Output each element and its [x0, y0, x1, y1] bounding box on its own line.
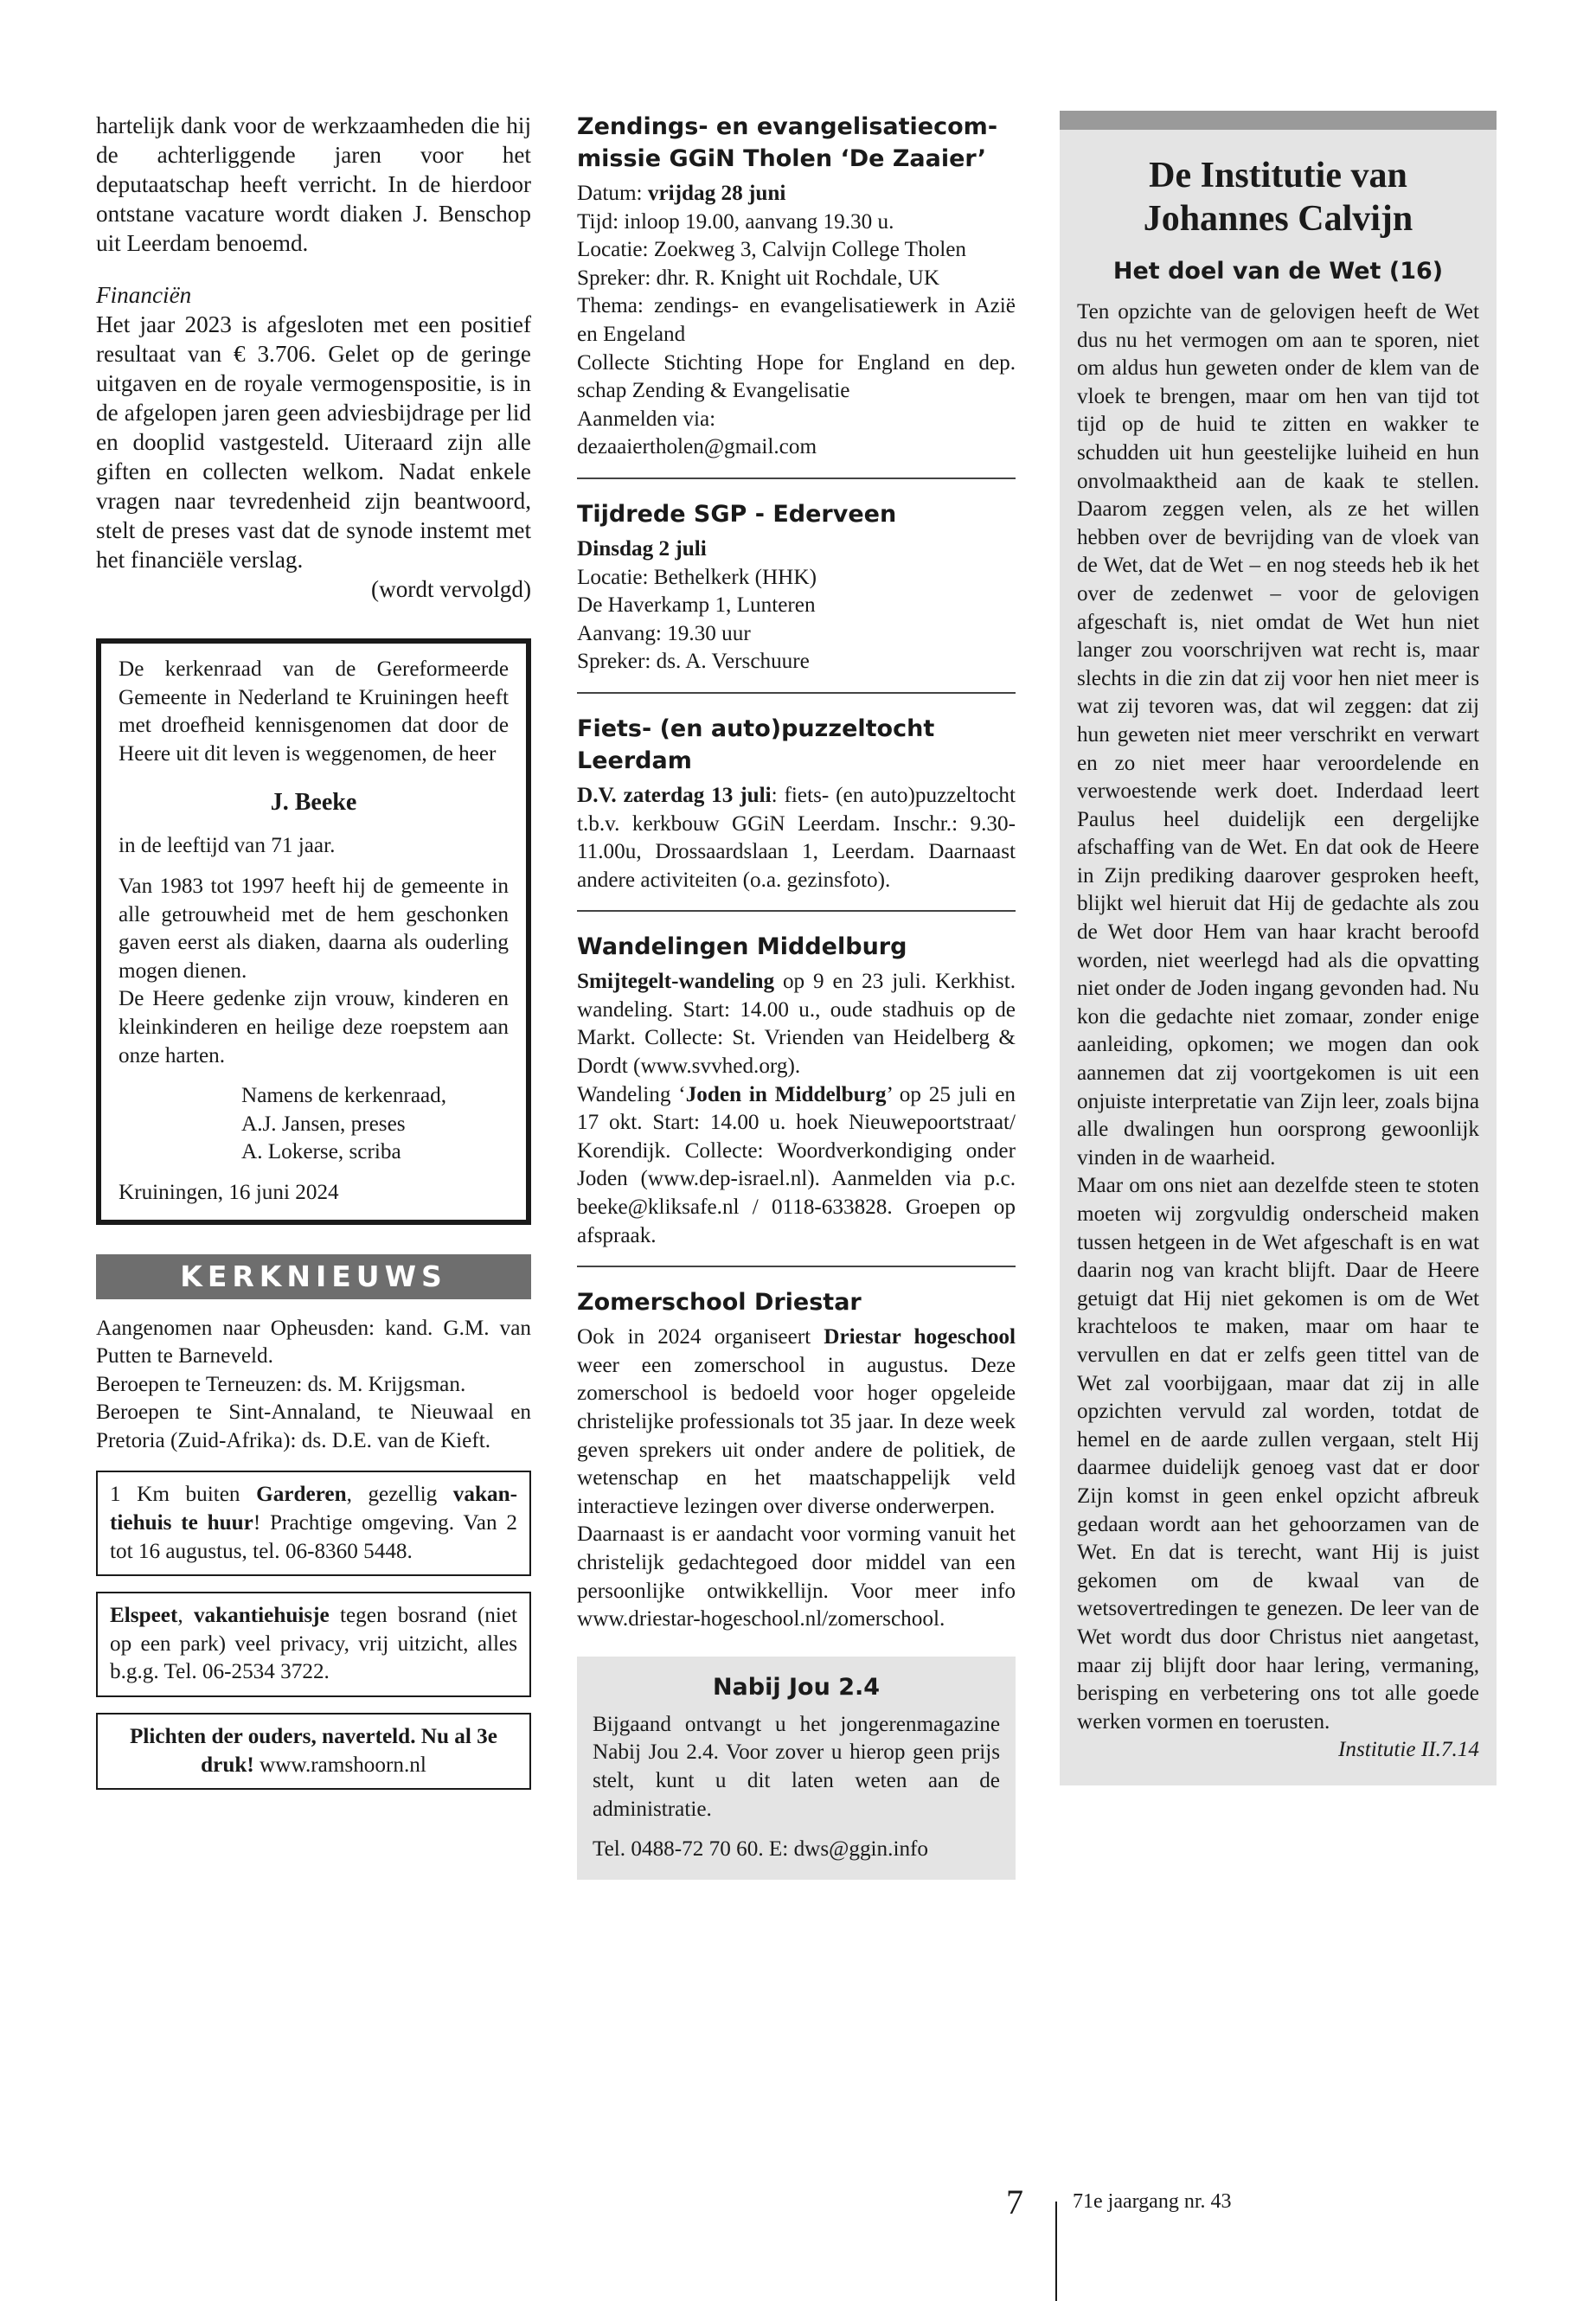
kerknieuws-header: KERKNIEUWS [96, 1254, 531, 1299]
zomer-title: Zomerschool Driestar [577, 1289, 862, 1317]
ad-elspeet-place: Elspeet [110, 1604, 178, 1628]
footer-divider [1055, 2202, 1057, 2301]
signature-line-1: Namens de kerkenraad, [241, 1084, 447, 1108]
column-middle [577, 111, 1016, 1880]
ad-ramshoorn-url: www.ramshoorn.nl [253, 1753, 426, 1777]
nabij-contact: Tel. 0488-72 70 60. E: dws@ggin.info [593, 1837, 929, 1862]
mourning-notice [96, 638, 531, 1225]
nabij-text: Bijgaand ontvangt u het jongerenmagazine Nabij Jou 2.4. Voor zover u hierop geen prijs stelt, kunt u dit laten weten aan de administratie. [593, 1712, 1000, 1821]
zomer-school: Driestar hogeschool [824, 1325, 1016, 1349]
sgp-location: Locatie: Bethelkerk (HHK) [577, 565, 817, 589]
zaaier-location: Locatie: Zoekweg 3, Calvijn College Tholen [577, 238, 966, 262]
event-zomerschool [577, 1286, 1016, 1634]
mourning-service: Van 1983 tot 1997 heeft hij de gemeente in alle getrouwheid met de hem geschonken gaven eerst als diaken, daarna als ouderling mogen dienen. [119, 874, 509, 983]
divider [577, 910, 1016, 912]
institutie-paragraph-1: Ten opzichte van de gelovigen heeft de Wet dus nu het vermogen om aan te sporen, niet om aldus hun geweten onder de klem van de vloek te brengen, maar om hen van tijd tot tijd op de huid te zitten en wakker te schudden uit hun geestelijke luiheid en hun onvolmaaktheid aan de kaak te stellen. Daarom zeggen velen, als ze het willen hebben over de bevrijding van de vloek van de Wet, dat de Wet – en nog steeds heb ik het over de zedenwet – voor de gelovigen afgeschaft is, niet omdat de Wet hun niet langer zou voorschrijven wat recht is, maar slechts in die zin dat zij voor hen niet meer is wat zij tevoren was, dat wil zeggen: dat zij hun geweten niet meer verschrikt en verwart en zo niet meer haar veroordelende en verwoestende werk doet. Inderdaad leert Paulus heel duidelijk een dergelijke afschaffing van de Wet. En dat ook de Heere in Zijn prediking daarover gesproken heeft, blijkt wel hieruit dat Hij de gedachte als zou de Wet door Hem van haar kracht beroofd worden, niet weerlegd had als die opvatting niet onder de Joden ingang gevonden had. Nu kon die gedachte niet zomaar, zonder enige aanleiding, opkomen; we mogen dan ook aannemen dat zij voortgekomen is uit een onjuiste interpretatie van Zijn leer, zoals bijna alle dwalingen hun oorsprong gewoonlijk vinden in de waarheid. [1077, 300, 1479, 1170]
zomer-text-3: Daarnaast is er aandacht voor vorming vanuit het christelijk gedachtegoed door middel van een persoonlijke ontwikkellijn. Voor meer info www.driestar-hogeschool.nl/zomerschool. [577, 1522, 1016, 1631]
page-number: 7 [1006, 2182, 1023, 2221]
institutie-source: Institutie II.7.14 [1338, 1738, 1479, 1762]
puzzel-text: : fiets- (en auto)puzzeltocht t.b.v. kerkbouw GGiN Leerdam. Inschr.: 9.30-11.00u, Drossaardslaan 1, Leerdam. Daarnaast andere activiteiten (o.a. gezinsfoto). [577, 783, 1016, 892]
sgp-start: Aanvang: 19.30 uur [577, 621, 751, 645]
nabij-jou-box [577, 1657, 1016, 1880]
ad-ramshoorn-title: Plichten der ouders, naverteld. Nu al 3e druk! [130, 1725, 497, 1777]
ad-elspeet [96, 1592, 531, 1697]
event-zaaier [577, 111, 1016, 462]
ad-garderen-text-a: 1 Km buiten [110, 1483, 257, 1507]
event-sgp [577, 498, 1016, 676]
kerknieuws-item-2: Beroepen te Terneuzen: ds. M. Krijgsman. [96, 1372, 466, 1396]
zaaier-email: dezaaiertholen@gmail.com [577, 435, 817, 459]
divider [577, 692, 1016, 694]
financien-paragraph: Het jaar 2023 is afgesloten met een positief resultaat van € 3.706. Gelet op de geringe uitgaven en de royale vermogenspositie, is in de afgelopen jaren geen adviesbijdrage per lid en dooplid vastgesteld. Uiteraard zijn alle giften en collecten welkom. Nadat enkele vragen naar tevredenheid zijn beantwoord, stelt de preses vast dat de synode instemt met het financiële verslag. [96, 311, 531, 573]
ad-ramshoorn [96, 1713, 531, 1790]
institutie-box [1060, 130, 1497, 1785]
wandel-text-1: op 9 en 23 juli. Kerkhist. wandeling. Start: 14.00 u., oude stadhuis op de Markt. Collecte: St. Vrienden van Heidelberg & Dordt (www.svvhed.org). [577, 970, 1016, 1079]
signature-line-3: A. Lokerse, scriba [241, 1140, 401, 1164]
kerknieuws-item-3: Beroepen te Sint-Annaland, te Nieuwaal en Pretoria (Zuid-Afrika): ds. D.E. van de Kieft. [96, 1400, 531, 1452]
wandel-text-2a: Wandeling ‘ [577, 1082, 686, 1106]
wandel-title: Wandelingen Middelburg [577, 933, 907, 961]
wandel-text-2b: ’ op 25 juli en 17 okt. Start: 14.00 u. hoek Nieuwepoortstraat/ Korendijk. Collecte: Woordverkondiging onder Joden (www.dep-israel.nl). Aanmelden via p.c. beeke@kliksafe.nl / 0118-633828. Groepen op afspraak. [577, 1082, 1016, 1247]
zaaier-date: vrijdag 28 juni [647, 182, 786, 205]
column-right [1060, 111, 1497, 1785]
signature-line-2: A.J. Jansen, preses [241, 1112, 406, 1136]
sgp-date: Dinsdag 2 juli [577, 536, 707, 561]
puzzel-title: Fiets- (en auto)puzzeltocht Leerdam [577, 715, 935, 774]
kerknieuws-item-1: Aangenomen naar Opheusden: kand. G.M. van Putten te Barneveld. [96, 1316, 531, 1368]
ad-garderen-details: ! Prachtige omgeving. Van 2 tot 16 augustus, tel. 06-8360 5448. [110, 1511, 517, 1563]
institutie-paragraph-2: Maar om ons niet aan dezelfde steen te stoten moeten wij zorgvuldig onderscheid maken tussen hetgeen in de Wet afgeschaft is en wat daarin nog van kracht blijft. Daar de Heere getuigt dat Hij niet gekomen is om de Wet krachteloos te maken, maar om haar te vervullen en dat er zelfs geen tittel van de Wet zal voorbijgaan, maar dat zij in alle opzichten vervuld zal worden, totdat de hemel en de aarde zullen vergaan, stelt Hij daarmee duidelijk genoeg vast dat er door Zijn komst in geen enkel opzicht afbreuk gedaan wordt aan het gehoorzamen van de Wet. En dat is terecht, want Hij is juist gekomen om de kwaal van de wetsovertredingen te genezen. De leer van de Wet wordt dus door Christus niet aangetast, maar zij blijft door haar lering, vermaning, berisping en verbetering ons tot alle goede werken vormen en toerusten. [1077, 1174, 1479, 1734]
divider [577, 478, 1016, 479]
ad-elspeet-sep: , [177, 1604, 194, 1628]
zomer-text-1: Ook in 2024 organiseert [577, 1325, 824, 1349]
zaaier-time: Tijd: inloop 19.00, aanvang 19.30 u. [577, 209, 894, 234]
deceased-age: in de leeftijd van 71 jaar. [119, 834, 336, 858]
ad-garderen-place: Garderen [256, 1483, 347, 1507]
mourning-intro: De kerkenraad van de Gereformeerde Gemeente in Nederland te Kruiningen heeft met droefheid kennisgenomen dat door de Heere uit dit leven is weggenomen, de heer [119, 657, 509, 766]
zaaier-theme: Thema: zendings- en evangelisatiewerk in Azië en Engeland [577, 294, 1016, 346]
wandel-smijtegelt: Smijtegelt-wandeling [577, 970, 775, 994]
deceased-name: J. Beeke [270, 789, 357, 817]
sgp-speaker: Spreker: ds. A. Verschuure [577, 650, 810, 674]
sgp-address: De Haverkamp 1, Lunteren [577, 593, 816, 618]
continued-note: (wordt vervolgd) [371, 576, 531, 602]
zaaier-title: Zendings- en evangelisatiecommissie GGiN Tholen ‘De Zaaier’ [577, 113, 998, 172]
column-left [96, 111, 531, 1790]
divider [577, 1266, 1016, 1267]
zomer-text-2: weer een zomerschool in augustus. Deze zomerschool is bedoeld voor hoger opgeleide christelijke professionals tot 35 jaar. In deze week geven sprekers uit onder andere de politiek, de wetenschap en het maatschappelijk veld interactieve lezingen over diverse onderwerpen. [577, 1353, 1016, 1518]
journal-issue: 71e jaargang nr. 43 [1073, 2190, 1232, 2213]
puzzel-date: D.V. zaterdag 13 juli [577, 783, 772, 807]
event-puzzeltocht [577, 713, 1016, 894]
wandel-joden: Joden in Middelburg [685, 1082, 887, 1106]
mourning-blessing: De Heere gedenke zijn vrouw, kinderen en kleinkinderen en heilige deze roepstem aan onze harten. [119, 987, 509, 1067]
ad-garderen-offer: vakantiehuis te huur [110, 1483, 517, 1535]
sgp-title: Tijdrede SGP - Ederveen [577, 500, 897, 528]
intro-paragraph: hartelijk dank voor de werkzaamheden die hij de achterliggende jaren voor het deputaatschap heeft verricht. In de hierdoor ontstane vacature wordt diaken J. Benschop uit Leerdam benoemd. [96, 112, 531, 256]
zaaier-collecte: Collecte Stichting Hope for England en dep. schap Zending & Evangelisatie [577, 350, 1016, 403]
institutie-title: De Institutie van Johannes Calvijn [1143, 156, 1413, 239]
ad-elspeet-offer: vakantiehuisje [193, 1604, 330, 1628]
institutie-subtitle: Het doel van de Wet (16) [1112, 258, 1444, 285]
zaaier-date-label: Datum: [577, 182, 648, 205]
ad-elspeet-details: tegen bosrand (niet op een park) veel privacy, vrij uitzicht, alles b.g.g. Tel. 06-2534 3722. [110, 1604, 518, 1684]
institutie-top-bar [1060, 111, 1497, 130]
mourning-place-date: Kruiningen, 16 juni 2024 [119, 1180, 339, 1204]
ad-garderen-text-c: , gezellig [346, 1483, 453, 1507]
ad-garderen [96, 1471, 531, 1576]
financien-heading: Financiën [96, 282, 192, 308]
zaaier-signup: Aanmelden via: [577, 407, 716, 431]
event-wandelingen [577, 931, 1016, 1250]
nabij-title: Nabij Jou 2.4 [712, 1673, 881, 1701]
zaaier-speaker: Spreker: dhr. R. Knight uit Rochdale, UK [577, 266, 940, 290]
